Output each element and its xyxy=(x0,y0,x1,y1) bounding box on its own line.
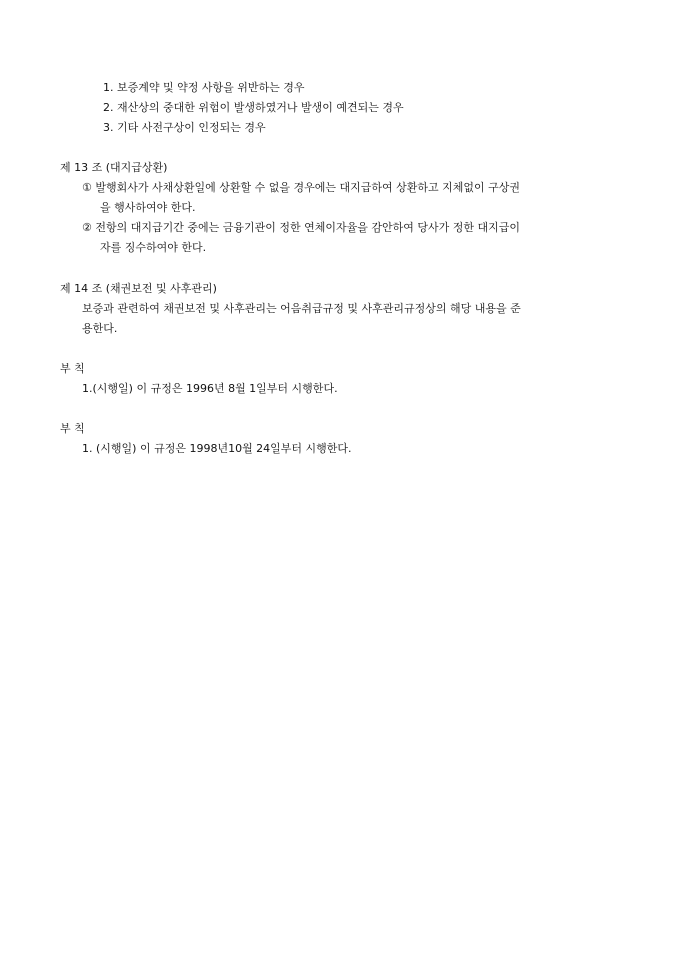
list-item: 1. 보증계약 및 약정 사항을 위반하는 경우 xyxy=(103,81,305,94)
article-13-item-1: ① 발행회사가 사채상환일에 상환할 수 없을 경우에는 대지급하여 상환하고 지체없이 구상권 xyxy=(82,181,520,194)
article-13-item-2-continued: 자를 징수하여야 한다. xyxy=(100,241,207,254)
list-item: 3. 기타 사전구상이 인정되는 경우 xyxy=(103,121,266,134)
article-13-item-2: ② 전항의 대지급기간 중에는 금융기관이 정한 연체이자율을 감안하여 당사가 정한 대지급이 xyxy=(82,221,520,234)
list-item: 2. 재산상의 중대한 위험이 발생하였거나 발생이 예견되는 경우 xyxy=(103,101,404,114)
addendum-text: 1.(시행일) 이 규정은 1996년 8월 1일부터 시행한다. xyxy=(82,382,338,395)
addendum-heading: 부 칙 xyxy=(60,362,85,375)
article-14-body-continued: 용한다. xyxy=(82,322,118,335)
article-14-body: 보증과 관련하여 채권보전 및 사후관리는 어음취급규정 및 사후관리규정상의 해당 내용을 준 xyxy=(82,302,521,315)
article-13-item-1-continued: 을 행사하여야 한다. xyxy=(100,201,196,214)
addendum-text: 1. (시행일) 이 규정은 1998년10월 24일부터 시행한다. xyxy=(82,442,352,455)
article-13-heading: 제 13 조 (대지급상환) xyxy=(60,161,168,174)
addendum-heading: 부 칙 xyxy=(60,422,85,435)
article-14-heading: 제 14 조 (채권보전 및 사후관리) xyxy=(60,282,217,295)
